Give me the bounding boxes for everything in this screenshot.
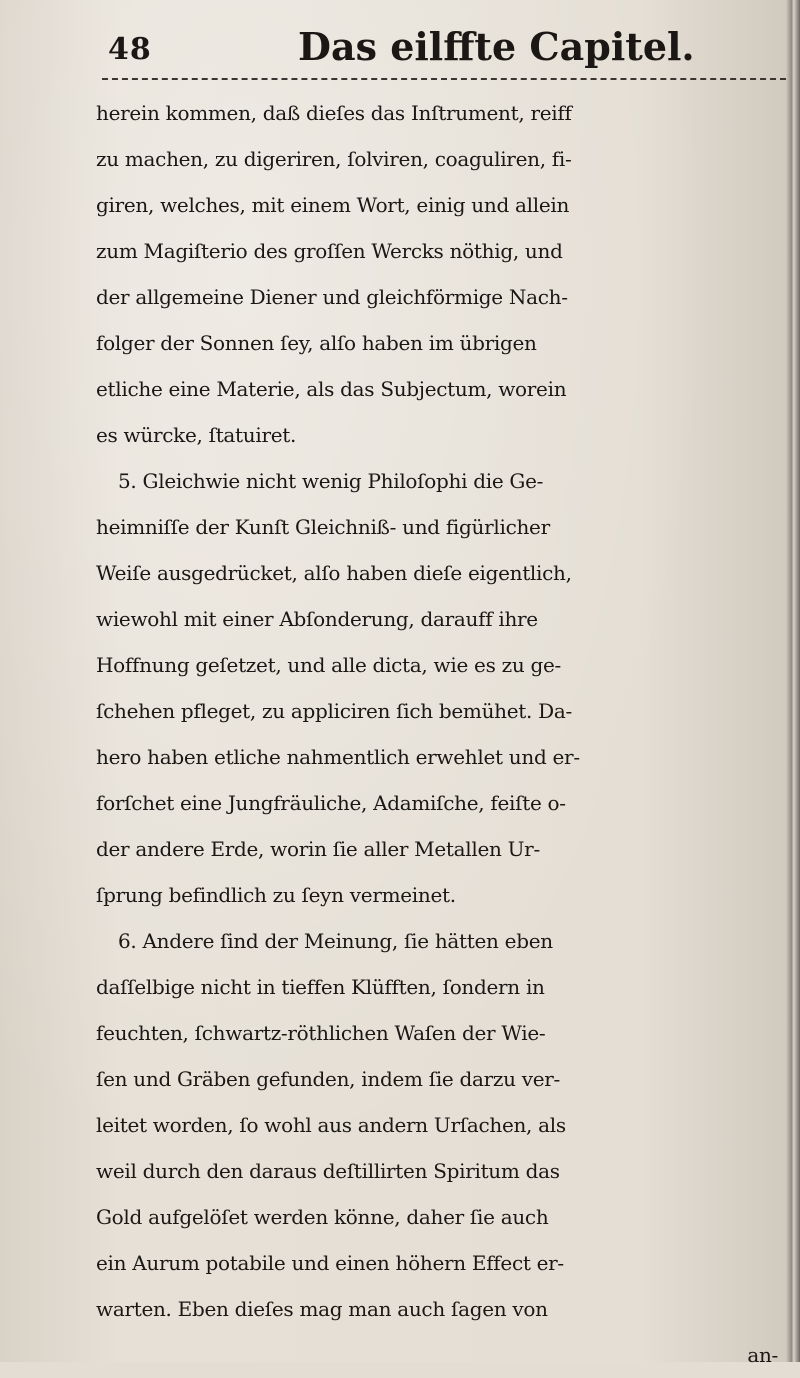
text-line: zu machen, zu digeriren, ſolviren, coaguliren, fi- bbox=[96, 147, 572, 171]
text-line: warten. Eben dieſes mag man auch ſagen von bbox=[96, 1297, 548, 1321]
text-line: Weiſe ausgedrücket, alſo haben dieſe eigentlich, bbox=[96, 561, 572, 585]
text-line: wiewohl mit einer Abſonderung, darauff ihre bbox=[96, 607, 538, 631]
text-line: daſſelbige nicht in tieffen Klüfften, ſondern in bbox=[96, 975, 545, 999]
header-rule bbox=[102, 78, 786, 80]
text-line: hero haben etliche nahmentlich erwehlet und er- bbox=[96, 745, 580, 769]
paragraph-6-start: 6. Andere ſind der Meinung, ſie hätten eben bbox=[118, 929, 553, 953]
text-line: weil durch den daraus deſtillirten Spiritum das bbox=[96, 1159, 560, 1183]
text-line: zum Magiſterio des groſſen Wercks nöthig, und bbox=[96, 239, 563, 263]
body-text bbox=[96, 90, 796, 1378]
text-line: ſen und Gräben gefunden, indem ſie darzu ver- bbox=[96, 1067, 561, 1091]
text-line: heimniſſe der Kunſt Gleichniß- und figürlicher bbox=[96, 515, 550, 539]
text-line: leitet worden, ſo wohl aus andern Urſachen, als bbox=[96, 1113, 566, 1137]
page-header bbox=[102, 18, 762, 78]
text-line: giren, welches, mit einem Wort, einig und allein bbox=[96, 193, 570, 217]
catchword: an- bbox=[747, 1343, 778, 1367]
paragraph-5-start: 5. Gleichwie nicht wenig Philoſophi die Ge- bbox=[118, 469, 544, 493]
text-line: ſprung befindlich zu ſeyn vermeinet. bbox=[96, 883, 456, 907]
text-line: etliche eine Materie, als das Subjectum, worein bbox=[96, 377, 567, 401]
text-line: Gold aufgelöſet werden könne, daher ſie auch bbox=[96, 1205, 549, 1229]
text-line: ſchehen pfleget, zu appliciren ſich bemühet. Da- bbox=[96, 699, 572, 723]
text-line: Hoffnung geſetzet, und alle dicta, wie es zu ge- bbox=[96, 653, 561, 677]
text-line: es würcke, ſtatuiret. bbox=[96, 423, 297, 447]
text-line: feuchten, ſchwartz-röthlichen Waſen der Wie- bbox=[96, 1021, 546, 1045]
text-line: der allgemeine Diener und gleichförmige Nach- bbox=[96, 285, 568, 309]
text-line: herein kommen, daß dieſes das Inſtrument, reiff bbox=[96, 101, 572, 125]
text-line: ein Aurum potabile und einen höhern Effect er- bbox=[96, 1251, 564, 1275]
text-line: der andere Erde, worin ſie aller Metallen Ur- bbox=[96, 837, 540, 861]
running-title: Das eilffte Capitel. bbox=[298, 24, 695, 69]
text-line: folger der Sonnen ſey, alſo haben im übrigen bbox=[96, 331, 537, 355]
page-number: 48 bbox=[108, 32, 152, 67]
text-line: forſchet eine Jungfräuliche, Adamiſche, feiſte o- bbox=[96, 791, 566, 815]
